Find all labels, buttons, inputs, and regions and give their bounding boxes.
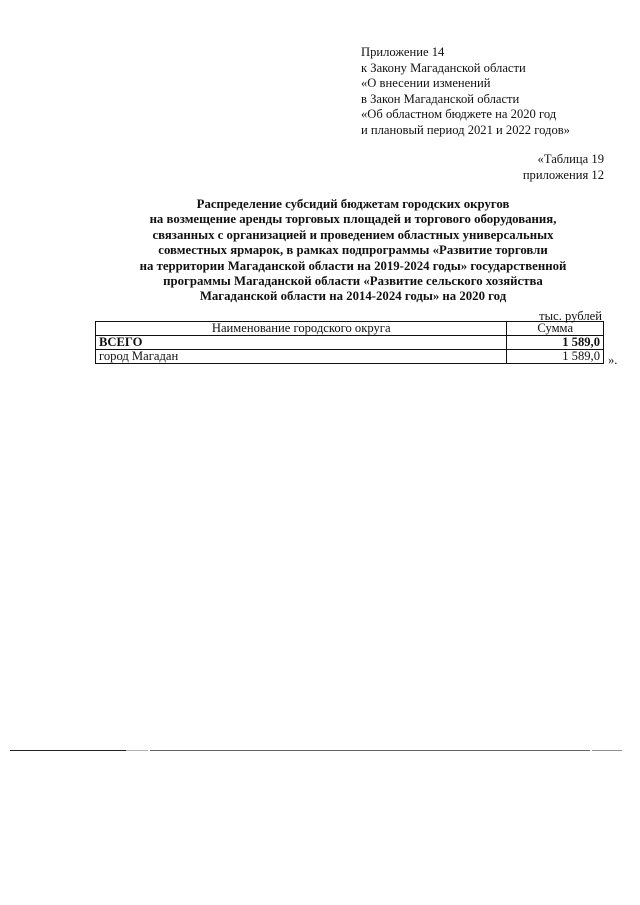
- table-reference-line: «Таблица 19: [537, 152, 604, 166]
- title-line: на возмещение аренды торговых площадей и торгового оборудования,: [149, 212, 557, 227]
- closing-quote-mark: ».: [608, 353, 618, 367]
- header-sum: Сумма: [507, 322, 604, 336]
- title-line: Распределение субсидий бюджетам городских округов: [196, 197, 510, 211]
- annex-reference: [361, 45, 631, 139]
- title-line: программы Магаданской области «Развитие сельского хозяйства: [163, 274, 543, 289]
- district-name: город Магадан: [96, 350, 507, 364]
- annex-line: «О внесении изменений: [361, 76, 491, 91]
- annex-line: Приложение 14: [361, 45, 445, 59]
- scan-artifact-line: [126, 750, 148, 751]
- scan-artifact-line: [150, 750, 590, 751]
- annex-line: и плановый период 2021 и 2022 годов»: [361, 122, 570, 137]
- table-total-row: [96, 336, 604, 350]
- table-reference: [523, 152, 604, 183]
- title-line: связанных с организацией и проведением областных универсальных: [152, 227, 554, 242]
- table-reference-line: приложения 12: [522, 167, 604, 182]
- title-line: Магаданской области на 2014-2024 годы» на 2020 год: [199, 289, 507, 304]
- annex-line: к Закону Магаданской области: [361, 60, 526, 75]
- scan-artifact-line: [10, 750, 126, 751]
- header-district-name: Наименование городского округа: [96, 322, 507, 336]
- title-line: на территории Магаданской области на 2019-2024 годы» государственной: [139, 258, 567, 273]
- total-label: ВСЕГО: [96, 336, 507, 350]
- table-header-row: [96, 322, 604, 336]
- annex-line: в Закон Магаданской области: [361, 91, 520, 106]
- document-title: [96, 197, 610, 305]
- table-row: [96, 350, 604, 364]
- district-sum: 1 589,0: [507, 350, 604, 364]
- total-sum: 1 589,0: [507, 336, 604, 350]
- subsidy-table: [95, 321, 604, 364]
- units-label: тыс. рублей: [539, 309, 602, 323]
- scan-artifact-line: [592, 750, 622, 751]
- title-line: совместных ярмарок, в рамках подпрограммы «Развитие торговли: [158, 243, 548, 258]
- annex-line: «Об областном бюджете на 2020 год: [361, 107, 557, 122]
